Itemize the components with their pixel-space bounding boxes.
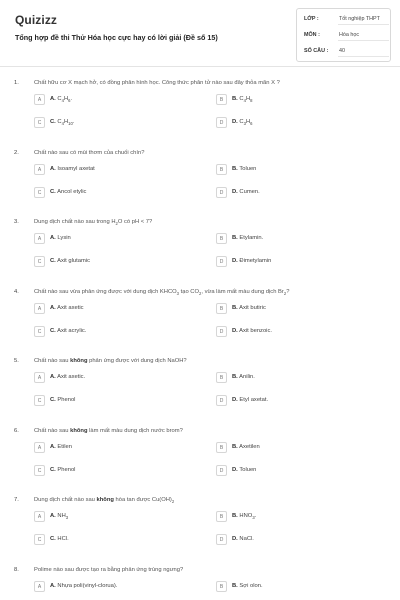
option-letter-box[interactable] bbox=[216, 256, 227, 267]
option-letter: D bbox=[219, 189, 224, 196]
question-number: 7. bbox=[14, 497, 19, 503]
option-b[interactable] bbox=[216, 164, 366, 175]
option-letter-box[interactable] bbox=[216, 94, 227, 105]
option-text: A. Isoamyl axetat bbox=[50, 165, 95, 172]
option-c[interactable] bbox=[34, 465, 184, 476]
option-c[interactable] bbox=[34, 534, 184, 545]
option-d[interactable] bbox=[216, 326, 366, 337]
question-text: Polime nào sau được tạo ra bằng phản ứng trùng ngưng? bbox=[34, 566, 184, 573]
option-letter-box[interactable] bbox=[34, 117, 45, 128]
question-number: 1. bbox=[14, 80, 19, 86]
option-letter-box[interactable] bbox=[34, 442, 45, 453]
question-text: Dung dịch chất nào sau không hòa tan được $Cu(OH)_2$ bbox=[34, 497, 175, 505]
option-letter: C bbox=[37, 398, 42, 404]
option-c[interactable] bbox=[34, 187, 184, 198]
option-text: C. Phenol bbox=[50, 397, 76, 403]
option-text: A. Axit axetic. bbox=[50, 374, 86, 380]
option-letter-box[interactable] bbox=[216, 303, 227, 314]
option-letter: A bbox=[37, 444, 42, 451]
option-letter-box[interactable] bbox=[216, 164, 227, 175]
option-letter-box[interactable] bbox=[216, 233, 227, 244]
option-text: C. Ancol etylic bbox=[50, 188, 87, 195]
option-text: C. Phenol bbox=[50, 466, 76, 473]
option-letter: D bbox=[219, 328, 224, 335]
option-letter-box[interactable] bbox=[216, 326, 227, 337]
option-text: D. Axit benzoic. bbox=[232, 327, 272, 334]
logo-text: Quizizz bbox=[15, 13, 58, 27]
option-letter-box[interactable] bbox=[216, 117, 227, 128]
question-text: Chất nào sau có mùi thơm của chuối chín? bbox=[34, 149, 145, 156]
option-letter: C bbox=[37, 259, 42, 265]
option-text: B. $C_4H_8$ bbox=[232, 96, 253, 104]
option-letter: A bbox=[37, 166, 42, 173]
option-c[interactable] bbox=[34, 395, 184, 406]
option-letter: A bbox=[37, 305, 42, 312]
option-letter-box[interactable] bbox=[34, 164, 45, 175]
option-letter: A bbox=[37, 97, 42, 103]
option-d[interactable] bbox=[216, 395, 366, 406]
option-text: D. NaCl. bbox=[232, 536, 254, 542]
info-value: 40 bbox=[339, 48, 345, 54]
option-text: C. HCl. bbox=[50, 536, 69, 542]
info-row-subject bbox=[304, 28, 389, 41]
question-number: 6. bbox=[14, 427, 19, 434]
option-a[interactable] bbox=[34, 94, 184, 105]
option-letter: C bbox=[37, 120, 42, 126]
option-b[interactable] bbox=[216, 303, 366, 314]
option-letter-box[interactable] bbox=[34, 465, 45, 476]
question-5 bbox=[0, 358, 400, 428]
option-letter-box[interactable] bbox=[34, 326, 45, 337]
option-a[interactable] bbox=[34, 581, 184, 592]
option-letter-box[interactable] bbox=[216, 372, 227, 383]
info-label: LỚP : bbox=[304, 16, 319, 22]
option-text: A. Etilen bbox=[50, 443, 72, 450]
option-letter-box[interactable] bbox=[34, 581, 45, 592]
option-letter: B bbox=[219, 236, 224, 242]
option-a[interactable] bbox=[34, 164, 184, 175]
option-letter: D bbox=[219, 467, 224, 474]
option-b[interactable] bbox=[216, 372, 366, 383]
question-4 bbox=[0, 289, 400, 359]
option-text: B. Toluen bbox=[232, 165, 257, 172]
question-text: Dung dịch chất nào sau trong $H_2O$ có pH < 7? bbox=[34, 219, 153, 227]
option-letter-box[interactable] bbox=[34, 534, 45, 545]
option-letter-box[interactable] bbox=[34, 187, 45, 198]
option-letter-box[interactable] bbox=[216, 534, 227, 545]
option-text: C. $C_4H_{10}$. bbox=[50, 119, 75, 127]
option-d[interactable] bbox=[216, 465, 366, 476]
worksheet-header bbox=[0, 0, 400, 66]
option-d[interactable] bbox=[216, 256, 366, 267]
option-text: A. Nhựa poli(vinyl-clorua). bbox=[50, 582, 118, 589]
header-divider bbox=[0, 66, 400, 67]
option-letter-box[interactable] bbox=[34, 303, 45, 314]
option-text: B. Axit butiric bbox=[232, 304, 266, 311]
option-text: A. $NH_3$ bbox=[50, 513, 69, 521]
quizizz-logo bbox=[15, 13, 57, 27]
question-6 bbox=[0, 428, 400, 498]
option-c[interactable] bbox=[34, 256, 184, 267]
question-1 bbox=[0, 80, 400, 150]
option-text: D. Etyl axetat. bbox=[232, 397, 269, 403]
option-letter-box[interactable] bbox=[216, 465, 227, 476]
option-a[interactable] bbox=[34, 372, 184, 383]
option-letter: A bbox=[37, 236, 42, 242]
info-value: Tốt nghiệp THPT bbox=[339, 16, 380, 22]
option-letter: C bbox=[37, 467, 42, 474]
option-c[interactable] bbox=[34, 326, 184, 337]
option-letter-box[interactable] bbox=[34, 511, 45, 522]
question-number: 8. bbox=[14, 566, 19, 573]
option-b[interactable] bbox=[216, 233, 366, 244]
info-row-count bbox=[304, 44, 389, 57]
question-8 bbox=[0, 567, 400, 600]
option-letter-box[interactable] bbox=[216, 511, 227, 522]
option-text: D. Toluen bbox=[232, 466, 257, 473]
option-text: A. $C_4H_6$. bbox=[50, 96, 73, 104]
question-number: 2. bbox=[14, 149, 19, 156]
option-text: D. $C_3H_6$ bbox=[232, 119, 253, 127]
option-text: A. Lysin bbox=[50, 235, 71, 241]
option-text: B. Etylamin. bbox=[232, 235, 264, 241]
info-label: MÔN : bbox=[304, 32, 320, 38]
option-letter-box[interactable] bbox=[34, 395, 45, 406]
option-b[interactable] bbox=[216, 94, 366, 105]
info-row-class bbox=[304, 12, 389, 25]
option-letter: B bbox=[219, 583, 224, 590]
option-letter: D bbox=[219, 537, 224, 543]
question-number: 4. bbox=[14, 288, 19, 295]
question-number: 3. bbox=[14, 219, 19, 225]
question-text: Chất nào sau không phản ứng được với dung dịch NaOH? bbox=[34, 358, 187, 364]
option-letter-box[interactable] bbox=[34, 94, 45, 105]
option-letter: B bbox=[219, 305, 224, 312]
option-letter: B bbox=[219, 375, 224, 381]
option-letter: C bbox=[37, 189, 42, 196]
info-box bbox=[296, 8, 391, 62]
question-text: Chất hữu cơ X mạch hở, có đồng phân hình học. Công thức phân tử nào sau đây thỏa mãn X ? bbox=[34, 80, 280, 86]
option-b[interactable] bbox=[216, 511, 366, 522]
option-letter-box[interactable] bbox=[216, 442, 227, 453]
option-a[interactable] bbox=[34, 442, 184, 453]
option-letter-box[interactable] bbox=[34, 372, 45, 383]
info-value: Hóa học bbox=[339, 32, 360, 38]
question-2 bbox=[0, 150, 400, 220]
option-letter: B bbox=[219, 97, 224, 103]
option-letter-box[interactable] bbox=[34, 256, 45, 267]
info-line bbox=[338, 24, 389, 25]
option-text: D. Đimetylamin bbox=[232, 258, 272, 264]
question-text: Chất nào sau vừa phản ứng được với dung dịch $KHCO_3$ tạo $CO_2$, vừa làm mất màu dung dịch $Br_2$? bbox=[34, 288, 290, 296]
option-text: B. Axetilen bbox=[232, 443, 260, 450]
option-letter-box[interactable] bbox=[216, 395, 227, 406]
question-3 bbox=[0, 219, 400, 289]
option-letter: C bbox=[37, 537, 42, 543]
option-letter: B bbox=[219, 166, 224, 173]
option-d[interactable] bbox=[216, 534, 366, 545]
option-letter: A bbox=[37, 375, 42, 381]
option-letter: C bbox=[37, 328, 42, 335]
option-letter: D bbox=[219, 120, 224, 126]
option-letter: A bbox=[37, 514, 42, 520]
option-text: D. Cumen. bbox=[232, 188, 260, 195]
option-letter: D bbox=[219, 259, 224, 265]
question-7 bbox=[0, 497, 400, 567]
option-letter: B bbox=[219, 514, 224, 520]
option-d[interactable] bbox=[216, 187, 366, 198]
question-number: 5. bbox=[14, 358, 19, 364]
option-text: A. Axit axetic bbox=[50, 304, 84, 311]
option-letter-box[interactable] bbox=[34, 233, 45, 244]
question-text: Chất nào sau không làm mất màu dung dịch nước brom? bbox=[34, 427, 183, 434]
info-label: SỐ CÂU : bbox=[304, 48, 329, 54]
option-d[interactable] bbox=[216, 117, 366, 128]
option-text: B. $HNO_3$. bbox=[232, 513, 257, 521]
option-text: B. Sợi olon. bbox=[232, 582, 263, 589]
option-letter-box[interactable] bbox=[216, 581, 227, 592]
info-line bbox=[338, 56, 389, 57]
option-text: C. Axit acrylic. bbox=[50, 327, 87, 334]
option-text: C. Axit glutamic bbox=[50, 258, 90, 264]
option-letter: A bbox=[37, 583, 42, 590]
option-c[interactable] bbox=[34, 117, 184, 128]
option-b[interactable] bbox=[216, 442, 366, 453]
option-a[interactable] bbox=[34, 511, 184, 522]
option-letter-box[interactable] bbox=[216, 187, 227, 198]
info-line bbox=[338, 40, 389, 41]
worksheet-title: Tổng hợp đề thi Thử Hóa học cực hay có lời giải (Đề số 15) bbox=[15, 33, 218, 42]
option-letter: D bbox=[219, 398, 224, 404]
option-letter: B bbox=[219, 444, 224, 451]
option-a[interactable] bbox=[34, 233, 184, 244]
option-a[interactable] bbox=[34, 303, 184, 314]
option-text: B. Anilin. bbox=[232, 374, 255, 380]
option-b[interactable] bbox=[216, 581, 366, 592]
